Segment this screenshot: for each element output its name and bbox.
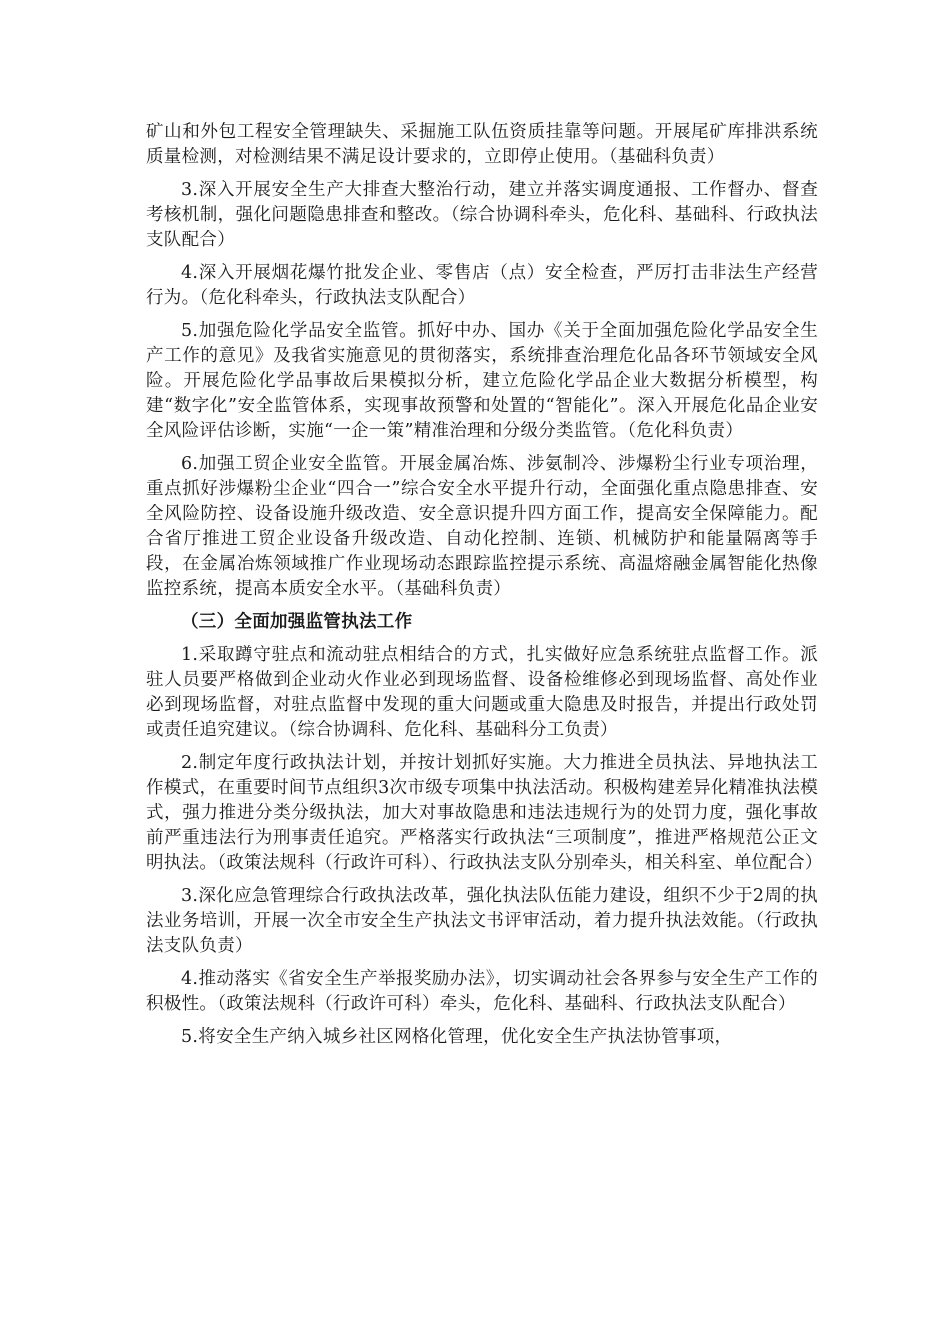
paragraph-mining-continuation: 矿山和外包工程安全管理缺失、采掘施工队伍资质挂靠等问题。开展尾矿库排洪系统质量检测，对检测结果不满足设计要求的，立即停止使用。（基础科负责） [146,122,818,167]
paragraph-item-5: 5.加强危险化学品安全监管。抓好中办、国办《关于全面加强危险化学品安全生产工作的意见》及我省实施意见的贯彻落实，系统排查治理危化品各环节领域安全风险。开展危险化学品事故后果模拟分析，建立危险化学品企业大数据分析模型，构建“数字化”安全监管体系，实现事故预警和处置的“智能化”。深入开展危化品企业安全风险评估诊断，实施“一企一策”精准治理和分级分类监管。（危化科负责） [146,321,818,441]
section-paragraph-1: 1.采取蹲守驻点和流动驻点相结合的方式，扎实做好应急系统驻点监督工作。派驻人员要严格做到企业动火作业必到现场监督、设备检维修必到现场监督、高处作业必到现场监督，对驻点监督中发现的重大问题或重大隐患及时报告，并提出行政处罚或责任追究建议。（综合协调科、危化科、基础科分工负责） [146,645,818,740]
section-heading: （三）全面加强监管执法工作 [181,612,413,632]
paragraph-item-3: 3.深入开展安全生产大排查大整治行动，建立并落实调度通报、工作督办、督查考核机制，强化问题隐患排查和整改。（综合协调科牵头，危化科、基础科、行政执法支队配合） [146,180,818,250]
section-paragraph-2: 2.制定年度行政执法计划，并按计划抓好实施。大力推进全员执法、异地执法工作模式，在重要时间节点组织3次市级专项集中执法活动。积极构建差异化精准执法模式，强力推进分类分级执法，加大对事故隐患和违法违规行为的处罚力度，强化事故前严重违法行为刑事责任追究。严格落实行政执法“三项制度”，推进严格规范公正文明执法。（政策法规科（行政许可科）、行政执法支队分别牵头，相关科室、单位配合） [146,753,823,873]
section-paragraph-5: 5.将安全生产纳入城乡社区网格化管理，优化安全生产执法协管事项， [181,1027,733,1047]
document-page [146,120,823,1058]
paragraph-item-6: 6.加强工贸企业安全监管。开展金属冶炼、涉氨制冷、涉爆粉尘行业专项治理，重点抓好涉爆粉尘企业“四合一”综合安全水平提升行动，全面强化重点隐患排查、安全风险防控、设备设施升级改造、安全意识提升四方面工作，提高安全保障能力。配合省厅推进工贸企业设备升级改造、自动化控制、连锁、机械防护和能量隔离等手段，在金属冶炼领域推广作业现场动态跟踪监控提示系统、高温熔融金属智能化热像监控系统，提高本质安全水平。（基础科负责） [146,454,818,599]
section-paragraph-4: 4.推动落实《省安全生产举报奖励办法》，切实调动社会各界参与安全生产工作的积极性。（政策法规科（行政许可科）牵头，危化科、基础科、行政执法支队配合） [146,969,818,1014]
paragraph-item-4: 4.深入开展烟花爆竹批发企业、零售店（点）安全检查，严厉打击非法生产经营行为。（危化科牵头，行政执法支队配合） [146,263,818,308]
section-paragraph-3: 3.深化应急管理综合行政执法改革，强化执法队伍能力建设，组织不少于2周的执法业务培训，开展一次全市安全生产执法文书评审活动，着力提升执法效能。（行政执法支队负责） [146,886,818,956]
